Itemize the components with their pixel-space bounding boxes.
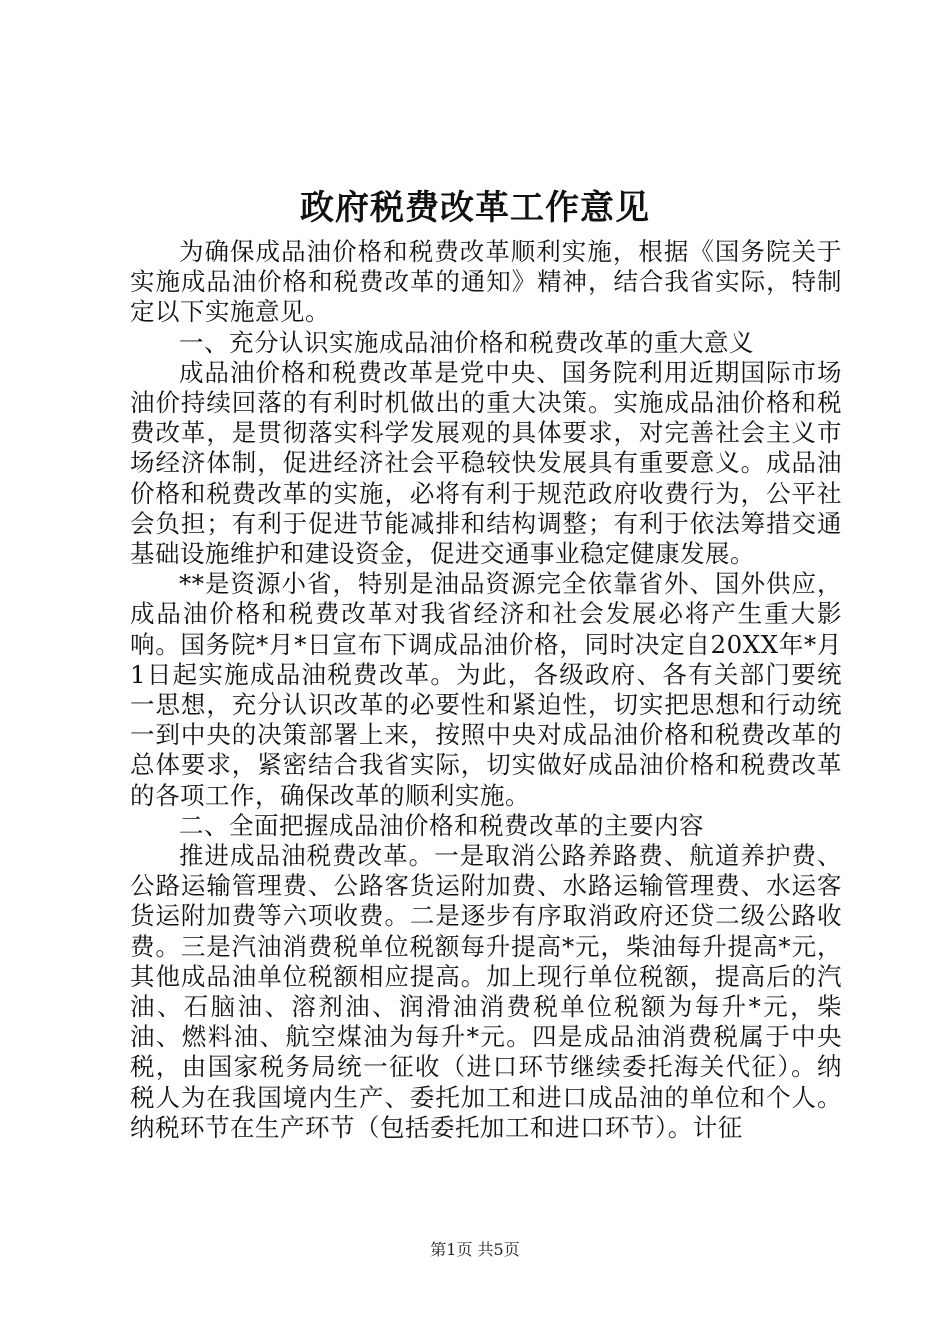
paragraph-province: **是资源小省，特别是油品资源完全依靠省外、国外供应，成品油价格和税费改革对我省经济和社会发展必将产生重大影响。国务院*月*日宣布下调成品油价格，同时决定自20XX年*月1日起实施成品油税费改革。为此，各级政府、各有关部门要统一思想，充分认识改革的必要性和紧迫性，切实把思想和行动统一到中央的决策部署上来，按照中央对成品油价格和税费改革的总体要求，紧密结合我省实际，切实做好成品油价格和税费改革的各项工作，确保改革的顺利实施。 — [130, 569, 842, 810]
page-footer: 第1页 共5页 — [430, 1240, 520, 1259]
paragraph-significance: 成品油价格和税费改革是党中央、国务院利用近期国际市场油价持续回落的有利时机做出的重大决策。实施成品油价格和税费改革，是贯彻落实科学发展观的具体要求，对完善社会主义市场经济体制，促进经济社会平稳较快发展具有重要意义。成品油价格和税费改革的实施，必将有利于规范政府收费行为，公平社会负担；有利于促进节能减排和结构调整；有利于依法筹措交通基础设施维护和建设资金，促进交通事业稳定健康发展。 — [130, 357, 842, 569]
paragraph-intro: 为确保成品油价格和税费改革顺利实施，根据《国务院关于实施成品油价格和税费改革的通知》精神，结合我省实际，特制定以下实施意见。 — [130, 237, 842, 327]
document-body — [130, 237, 842, 1143]
section-heading-2: 二、全面把握成品油价格和税费改革的主要内容 — [179, 810, 704, 840]
paragraph-reform-content: 推进成品油税费改革。一是取消公路养路费、航道养护费、公路运输管理费、公路客货运附加费、水路运输管理费、水运客货运附加费等六项收费。二是逐步有序取消政府还贷二级公路收费。三是汽油消费税单位税额每升提高*元，柴油每升提高*元，其他成品油单位税额相应提高。加上现行单位税额，提高后的汽油、石脑油、溶剂油、润滑油消费税单位税额为每升*元，柴油、燃料油、航空煤油为每升*元。四是成品油消费税属于中央税，由国家税务局统一征收（进口环节继续委托海关代征）。纳税人为在我国境内生产、委托加工和进口成品油的单位和个人。纳税环节在生产环节（包括委托加工和进口环节）。计征 — [130, 841, 842, 1142]
section-heading-1: 一、充分认识实施成品油价格和税费改革的重大意义 — [179, 327, 754, 357]
document-title: 政府税费改革工作意见 — [300, 188, 650, 228]
